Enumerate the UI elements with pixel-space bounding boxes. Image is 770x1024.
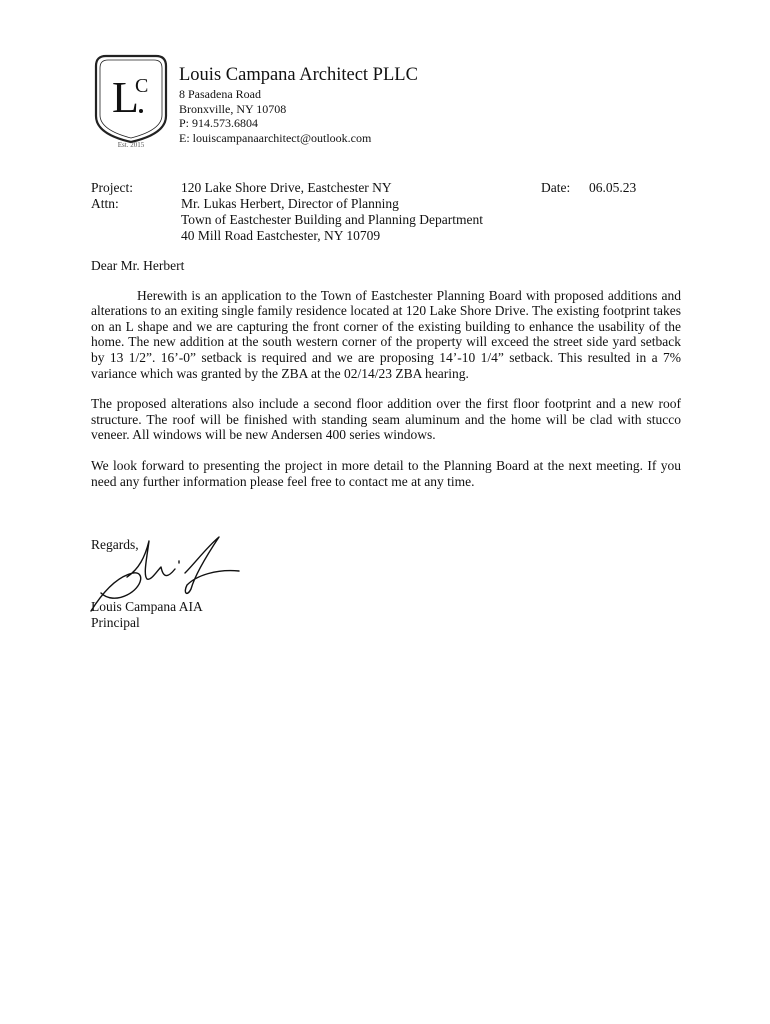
salutation: Dear Mr. Herbert: [91, 258, 185, 273]
attn-line: Town of Eastchester Building and Planning Department: [181, 212, 483, 227]
address-line-2: Bronxville, NY 10708: [179, 101, 287, 116]
phone-number: P: 914.573.6804: [179, 116, 259, 130]
email-address: E: louiscampanaarchitect@outlook.com: [179, 130, 372, 145]
logo-monogram-sup: C: [135, 75, 149, 97]
project-row: [91, 180, 541, 196]
attn-line: Mr. Lukas Herbert, Director of Planning: [181, 196, 399, 211]
body-paragraph: We look forward to presenting the project in more detail to the Planning Board at the next meeting. If you need any further information please feel free to contact me at any time.: [91, 457, 681, 489]
regards-text: Regards,: [91, 537, 139, 552]
attn-label: Attn:: [91, 196, 119, 211]
date-block: [541, 180, 636, 196]
body-paragraph: The proposed alterations also include a second floor addition over the first floor footprint and a new roof structure. The roof will be finished with standing seam aluminum and the home will be clad with stucco veneer. All windows will be new Andersen 400 series windows.: [91, 396, 681, 443]
date-label: Date:: [541, 180, 571, 195]
signatory-name: Louis Campana AIA: [91, 599, 203, 614]
signatory-title: Principal: [91, 615, 140, 630]
logo-established: Est. 2015: [117, 141, 145, 149]
letter-meta: [91, 180, 541, 244]
project-label: Project:: [91, 180, 133, 195]
attn-row: [91, 196, 541, 244]
letter-body: [91, 258, 681, 504]
firm-name: Louis Campana Architect PLLC: [179, 65, 418, 85]
logo-monogram-main: L: [112, 73, 139, 122]
letter-closing: [91, 537, 391, 637]
letterhead: [179, 64, 418, 145]
project-value: 120 Lake Shore Drive, Eastchester NY: [181, 180, 392, 195]
date-value: 06.05.23: [589, 180, 637, 195]
address-line-1: 8 Pasadena Road: [179, 87, 261, 101]
logo-frame-icon: [94, 54, 168, 144]
firm-logo: [94, 54, 168, 154]
body-paragraph: Herewith is an application to the Town of Eastchester Planning Board with proposed additions and alterations to an exiting single family residence located at 120 Lake Shore Drive. The existing footprint takes on an L shape and we are capturing the front corner of the existing building to enhance the usability of the home. The new addition at the south western corner of the property will exceed the street side yard setback by 13 1/2”. 16’-0” setback is required and we are proposing 14’-10 1/4” setback. This resulted in a 7% variance which was granted by the ZBA at the 02/14/23 ZBA hearing.: [91, 287, 681, 381]
attn-line: 40 Mill Road Eastchester, NY 10709: [181, 228, 381, 243]
attn-values: [181, 196, 541, 244]
